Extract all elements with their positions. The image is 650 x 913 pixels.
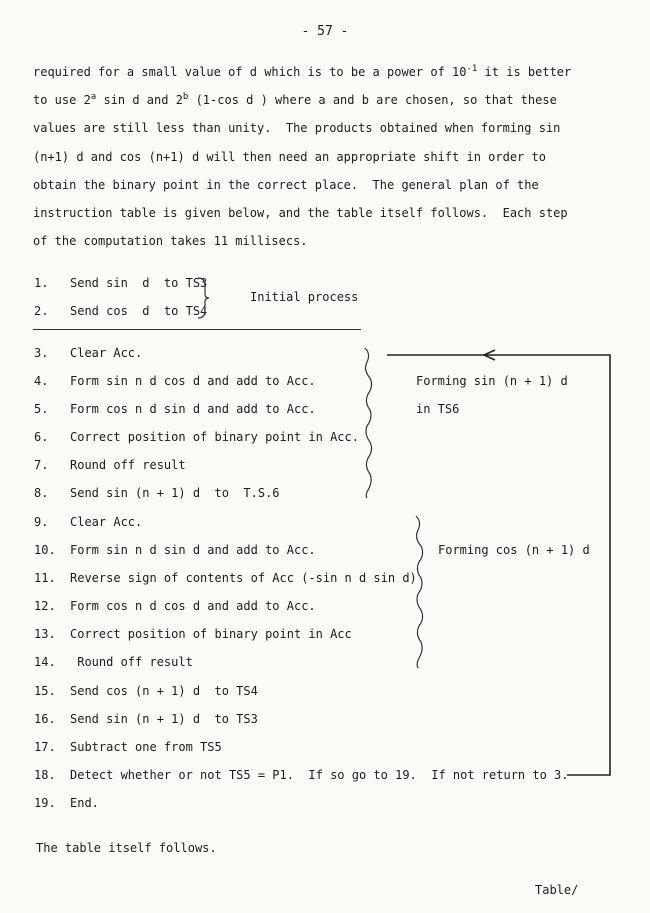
step-number: 8. (34, 486, 49, 500)
step-text: Form sin n d cos d and add to Acc. (70, 374, 316, 388)
step-text: End. (70, 796, 99, 810)
line1-exponent: -1 (466, 64, 478, 74)
catchword: Table/ (535, 883, 579, 897)
step-number: 9. (34, 515, 49, 529)
closing-line: The table itself follows. (36, 841, 217, 855)
step-text: Clear Acc. (70, 515, 143, 529)
step-number: 19. (34, 796, 56, 810)
step-text: Clear Acc. (70, 346, 143, 360)
step-number: 18. (34, 768, 56, 782)
forming-sin-note: Forming sin (n + 1) d (416, 374, 568, 388)
step-text: Correct position of binary point in Acc (70, 627, 352, 641)
step-number: 6. (34, 430, 49, 444)
step-number: 15. (34, 684, 56, 698)
step-text: Reverse sign of contents of Acc (-sin n d sin d) (70, 571, 417, 585)
line2-text-b: sin d and 2 (96, 93, 183, 108)
step-number: 16. (34, 712, 56, 726)
page-number: - 57 - (301, 24, 349, 39)
line1-text-a: required for a small value of d which is to be a power of 10 (33, 65, 467, 79)
line2-exponent-b: b (182, 92, 189, 103)
step-text: Form cos n d cos d and add to Acc. (70, 599, 316, 613)
step-text: Send cos (n + 1) d to TS4 (70, 684, 258, 698)
paragraph-line-3: values are still less than unity. The products obtained when forming sin (33, 121, 561, 136)
step-number: 17. (34, 740, 56, 754)
step-number: 4. (34, 374, 49, 388)
step-number: 14. (34, 655, 56, 669)
initial-process-note: Initial process (250, 290, 359, 304)
line2-text-a: to use 2 (33, 93, 91, 108)
paragraph-line-5: obtain the binary point in the correct place. The general plan of the (33, 177, 539, 192)
step-text: Round off result (70, 458, 186, 472)
step-text: Round off result (70, 655, 193, 669)
step-text: Form cos n d sin d and add to Acc. (70, 402, 316, 416)
step-text: Send sin d to TS3 (70, 276, 208, 290)
step-text: Detect whether or not TS5 = P1. If so go to 19. If not return to 3. (70, 768, 569, 782)
step-text: Correct position of binary point in Acc. (70, 430, 359, 444)
step-text: Send cos d to TS4 (70, 304, 208, 318)
line2-exponent-a: a (90, 92, 97, 103)
step-number: 10. (34, 543, 56, 557)
step-number: 3. (34, 346, 49, 360)
step-number: 5. (34, 402, 49, 416)
step-number: 13. (34, 627, 56, 641)
paragraph-line-4: (n+1) d and cos (n+1) d will then need an appropriate shift in order to (33, 149, 546, 164)
step-text: Subtract one from TS5 (70, 740, 222, 754)
step-text: Form sin n d sin d and add to Acc. (70, 543, 316, 557)
step-text: Send sin (n + 1) d to T.S.6 (70, 486, 280, 500)
forming-sin-location-note: in TS6 (416, 402, 460, 416)
step-number: 11. (34, 571, 56, 585)
paragraph-line-7: of the computation takes 11 millisecs. (33, 234, 308, 249)
step-number: 7. (34, 458, 49, 472)
forming-cos-note: Forming cos (n + 1) d (438, 543, 590, 557)
paragraph-line-6: instruction table is given below, and the table itself follows. Each step (33, 205, 568, 220)
step-number: 2. (34, 304, 49, 318)
step-number: 1. (34, 276, 49, 290)
step-number: 12. (34, 599, 56, 613)
line1-text-b: it is better (477, 65, 572, 79)
line2-text-c: (1-cos d ) where a and b are chosen, so that these (188, 93, 557, 108)
step-text: Send sin (n + 1) d to TS3 (70, 712, 258, 726)
